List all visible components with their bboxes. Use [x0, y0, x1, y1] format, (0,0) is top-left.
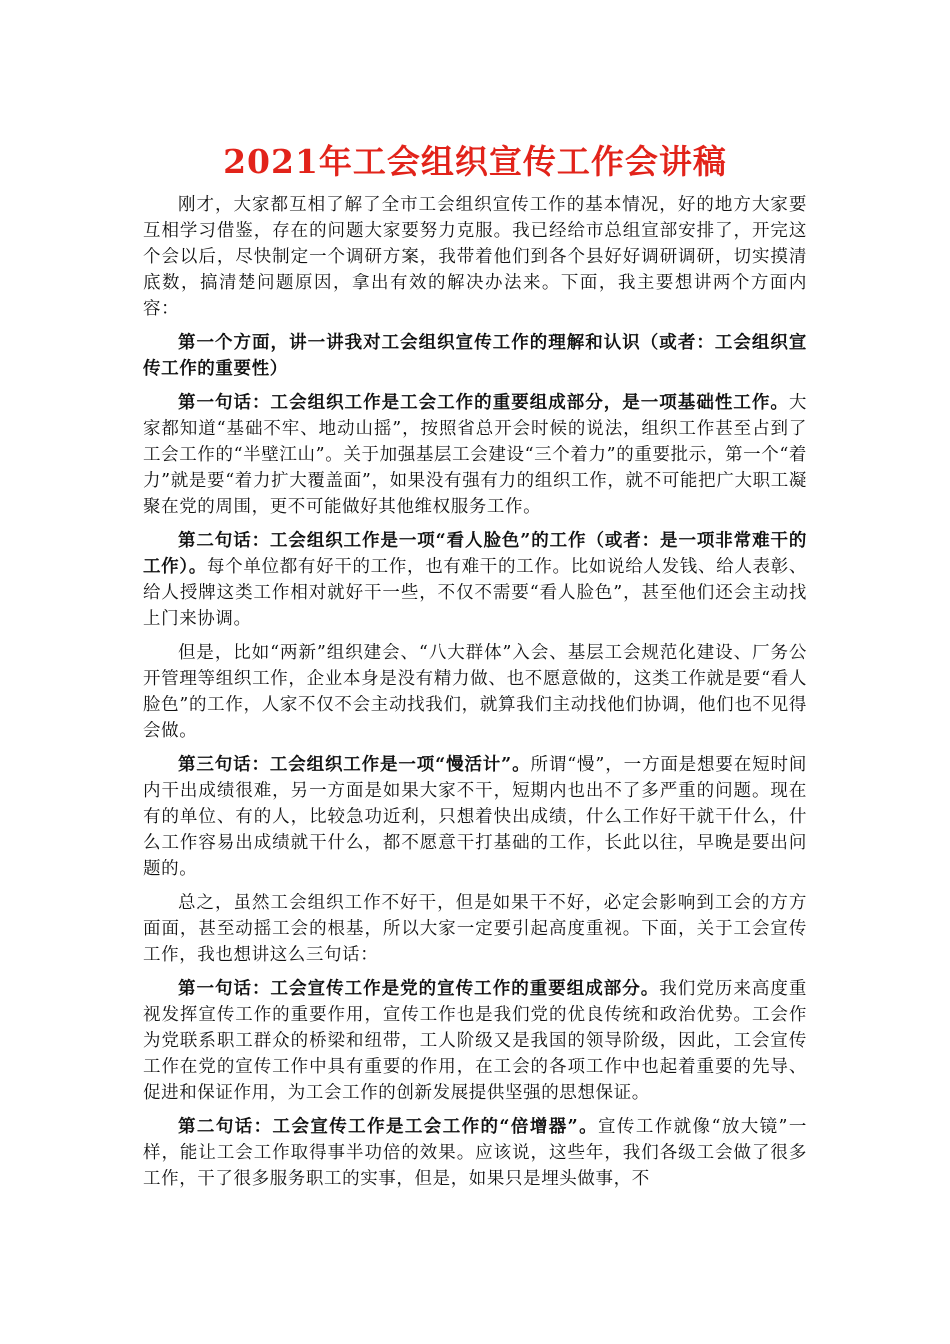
paragraph-text: 大家都知道“基础不牢、地动山摇”，按照省总开会时候的说法，组织工作甚至占到了工会工作的“半壁江山”。关于加强基层工会建设“三个着力”的重要批示，第一个“着力”就是要“着力扩大覆盖面”，如果没有强有力的组织工作，就不可能把广大职工凝聚在党的周围，更不可能做好其他维权服务工作。 [143, 393, 807, 517]
paragraph-text: 每个单位都有好干的工作，也有难干的工作。比如说给人发钱、给人表彰、给人授牌这类工作相对就好干一些，不仅不需要“看人脸色”，甚至他们还会主动找上门来协调。 [143, 557, 807, 629]
paragraph-point [143, 976, 807, 1106]
point-lead: 第二句话：工会组织工作是一项“看人脸色”的工作（或者：是一项非常难干的工作）。 [143, 531, 807, 577]
point-lead: 第一句话：工会组织工作是工会工作的重要组成部分，是一项基础性工作。 [178, 393, 789, 413]
heading-text: 第一个方面，讲一讲我对工会组织宣传工作的理解和认识（或者：工会组织宣传工作的重要性） [143, 333, 807, 379]
document-title: 2021年工会组织宣传工作会讲稿 [223, 142, 727, 181]
paragraph-text: 宣传工作就像“放大镜”一样，能让工会工作取得事半功倍的效果。应该说，这些年，我们各级工会做了很多工作，干了很多服务职工的实事，但是，如果只是埋头做事，不 [143, 1117, 807, 1189]
paragraph-plain [143, 640, 807, 744]
section-heading [143, 330, 807, 382]
paragraph-intro [143, 192, 807, 322]
paragraph-text: 刚才，大家都互相了解了全市工会组织宣传工作的基本情况，好的地方大家要互相学习借鉴，存在的问题大家要努力克服。我已经给市总组宣部安排了，开完这个会以后，尽快制定一个调研方案，我带着他们到各个县好好调研调研，切实摸清底数，搞清楚问题原因，拿出有效的解决办法来。下面，我主要想讲两个方面内容： [143, 195, 807, 319]
paragraph-text: 但是，比如“两新”组织建会、“八大群体”入会、基层工会规范化建设、厂务公开管理等组织工作，企业本身是没有精力做、也不愿意做的，这类工作就是要“看人脸色”的工作，人家不仅不会主动找我们，就算我们主动找他们协调，他们也不见得会做。 [143, 643, 807, 741]
paragraph-point [143, 1114, 807, 1192]
point-lead: 第三句话：工会组织工作是一项“慢活计”。 [178, 755, 531, 775]
paragraph-text: 我们党历来高度重视发挥宣传工作的重要作用，宣传工作也是我们党的优良传统和政治优势。工会作为党联系职工群众的桥梁和纽带，工人阶级又是我国的领导阶级，因此，工会宣传工作在党的宣传工作中具有重要的作用，在工会的各项工作中也起着重要的先导、促进和保证作用，为工会工作的创新发展提供坚强的思想保证。 [143, 979, 807, 1103]
point-lead: 第二句话：工会宣传工作是工会工作的“倍增器”。 [178, 1117, 599, 1137]
paragraph-point [143, 528, 807, 632]
paragraph-point [143, 752, 807, 882]
paragraph-text: 所谓“慢”，一方面是想要在短时间内干出成绩很难，另一方面是如果大家不干，短期内也出不了多严重的问题。现在有的单位、有的人，比较急功近利，只想着快出成绩，什么工作好干就干什么，什么工作容易出成绩就干什么，都不愿意干打基础的工作，长此以往，早晚是要出问题的。 [143, 755, 807, 879]
paragraph-text: 总之，虽然工会组织工作不好干，但是如果干不好，必定会影响到工会的方方面面，甚至动摇工会的根基，所以大家一定要引起高度重视。下面，关于工会宣传工作，我也想讲这么三句话： [143, 893, 807, 965]
paragraph-plain [143, 890, 807, 968]
document-page [143, 140, 807, 1200]
paragraph-point [143, 390, 807, 520]
point-lead: 第一句话：工会宣传工作是党的宣传工作的重要组成部分。 [178, 979, 660, 999]
